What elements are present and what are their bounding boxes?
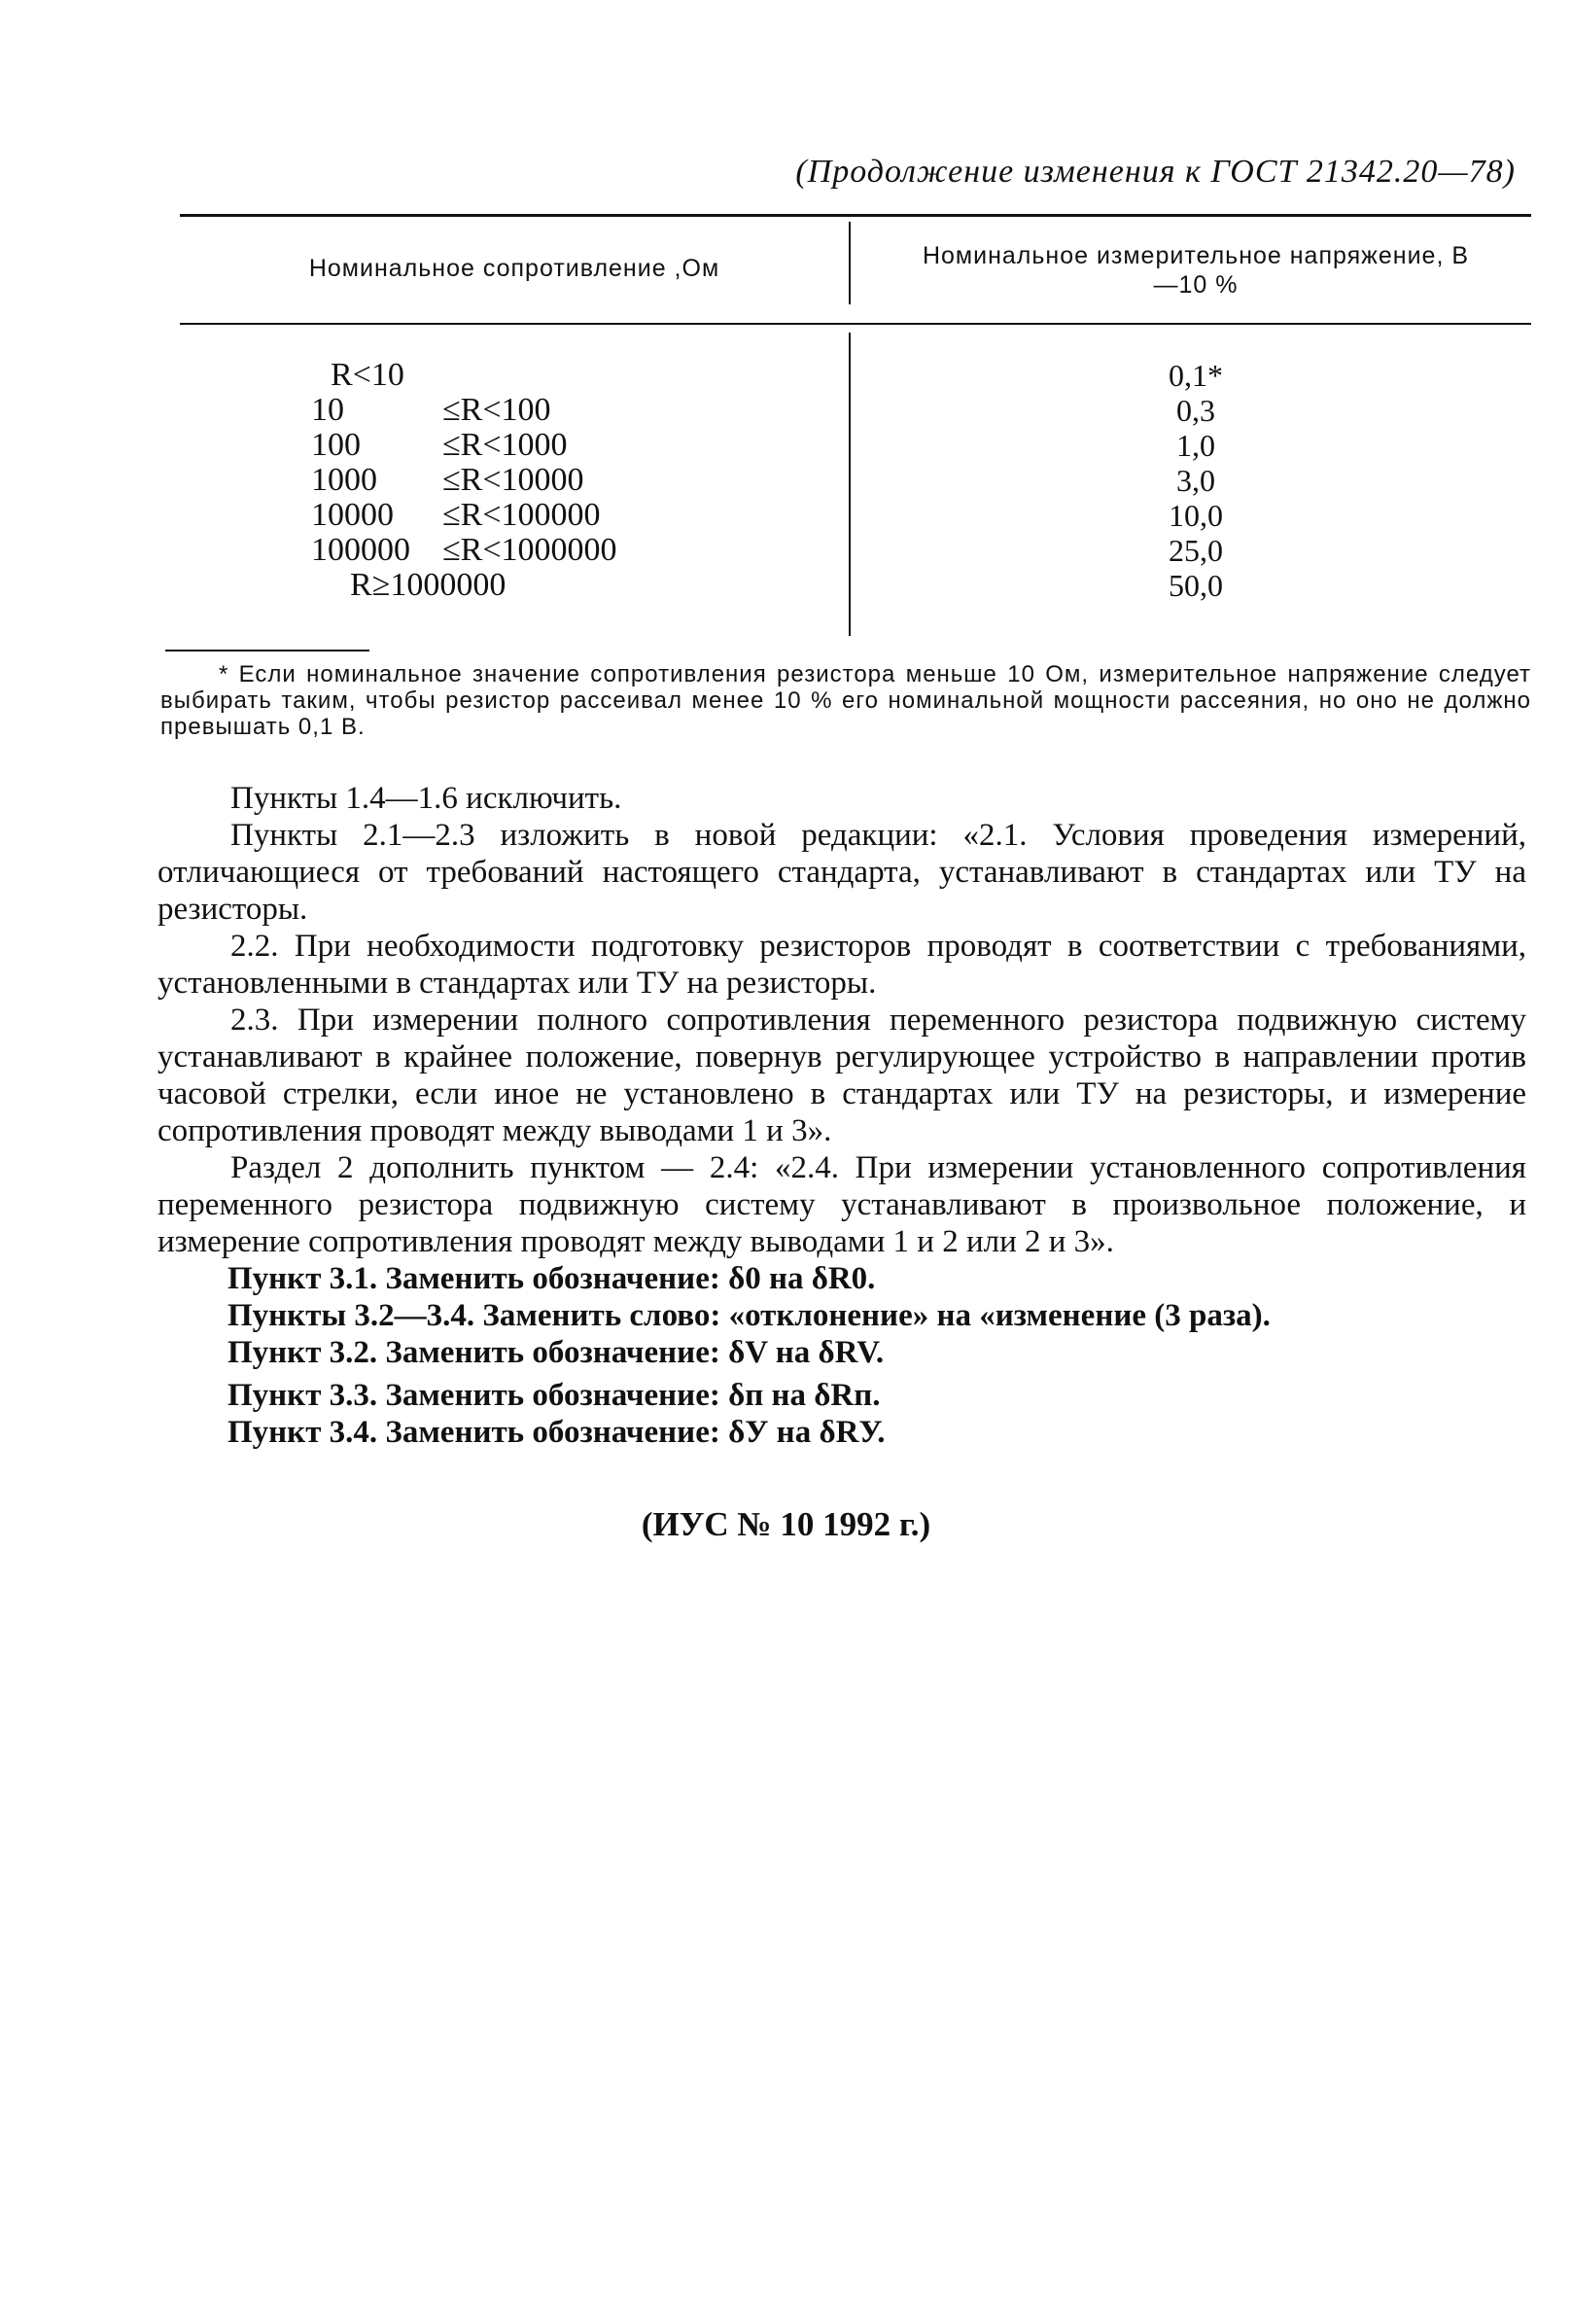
table-footnote: * Если номинальное значение сопротивления резистора меньше 10 Ом, измерительное напряжение следует выбирать таким, чтобы резистор рассеивал менее 10 % его номинальной мощности рассеяния, но оно не должно превышать 0,1 В. xyxy=(160,661,1531,740)
table-header-rule xyxy=(180,323,1531,325)
table-cell-voltage: 3,0 xyxy=(1176,463,1215,498)
table-cell-voltage: 0,3 xyxy=(1176,393,1215,428)
voltage-table xyxy=(180,214,1531,642)
paragraph-8: Пункт 3.2. Заменить обозначение: δV на δRV. xyxy=(227,1335,885,1370)
resistance-column xyxy=(311,358,617,603)
table-cell-voltage: 25,0 xyxy=(1169,533,1223,568)
table-row: 100 ≤R<1000 xyxy=(311,427,568,463)
voltage-column xyxy=(860,358,1531,603)
paragraph-5: Раздел 2 дополнить пунктом — 2.4: «2.4. При измерении установленного сопротивления переменного резистора подвижную систему устанавливают в произвольное положение, и измерение сопротивления проводят между выводами 1 и 2 или 2 и 3». xyxy=(157,1150,1526,1259)
table-column-divider-body xyxy=(849,333,851,636)
paragraph-1: Пункты 1.4—1.6 исключить. xyxy=(230,781,622,816)
table-row: 10000 ≤R<100000 xyxy=(311,497,601,533)
paragraph-9: Пункт 3.3. Заменить обозначение: δп на δRп. xyxy=(227,1378,881,1413)
table-column-divider xyxy=(849,222,851,304)
paragraph-7: Пункты 3.2—3.4. Заменить слово: «отклонение» на «изменение (3 раза). xyxy=(227,1298,1271,1333)
table-row: R≥1000000 xyxy=(350,567,507,603)
paragraph-6: Пункт 3.1. Заменить обозначение: δ0 на δR0. xyxy=(227,1261,876,1296)
footnote-rule xyxy=(165,650,369,651)
column-header-voltage-line2: —10 % xyxy=(1153,271,1239,299)
paragraph-2: Пункты 2.1—2.3 изложить в новой редакции: «2.1. Условия проведения измерений, отличающиеся от требований настоящего стандарта, устанавливают в стандартах или ТУ на резисторы. xyxy=(157,818,1526,927)
column-header-voltage-line1: Номинальное измерительное напряжение, В xyxy=(922,242,1470,269)
table-row: 1000 ≤R<10000 xyxy=(311,462,584,498)
table-row: R<10 xyxy=(331,357,404,393)
table-cell-voltage: 0,1* xyxy=(1169,358,1223,393)
table-top-rule xyxy=(180,214,1531,217)
document-body xyxy=(157,780,1526,1451)
paragraph-3: 2.2. При необходимости подготовку резисторов проводят в соответствии с требованиями, установленными в стандартах или ТУ на резисторы. xyxy=(157,929,1526,1001)
table-cell-voltage: 10,0 xyxy=(1169,498,1223,533)
table-cell-voltage: 50,0 xyxy=(1169,568,1223,603)
table-cell-voltage: 1,0 xyxy=(1176,428,1215,463)
paragraph-10: Пункт 3.4. Заменить обозначение: δУ на δRУ. xyxy=(227,1415,886,1450)
running-title: (Продолжение изменения к ГОСТ 21342.20—78) xyxy=(795,154,1516,190)
column-header-resistance: Номинальное сопротивление ,Ом xyxy=(308,255,720,282)
column-header-voltage xyxy=(860,241,1531,299)
paragraph-4: 2.3. При измерении полного сопротивления переменного резистора подвижную систему устанавливают в крайнее положение, повернув регулирующее устройство в направлении против часовой стрелки, если иное не установлено в стандартах или ТУ на резисторы, и измерение сопротивления проводят между выводами 1 и 3». xyxy=(157,1003,1526,1148)
source-reference: (ИУС № 10 1992 г.) xyxy=(641,1505,931,1543)
table-row: 10 ≤R<100 xyxy=(311,392,551,428)
table-row: 100000 ≤R<1000000 xyxy=(311,532,617,568)
